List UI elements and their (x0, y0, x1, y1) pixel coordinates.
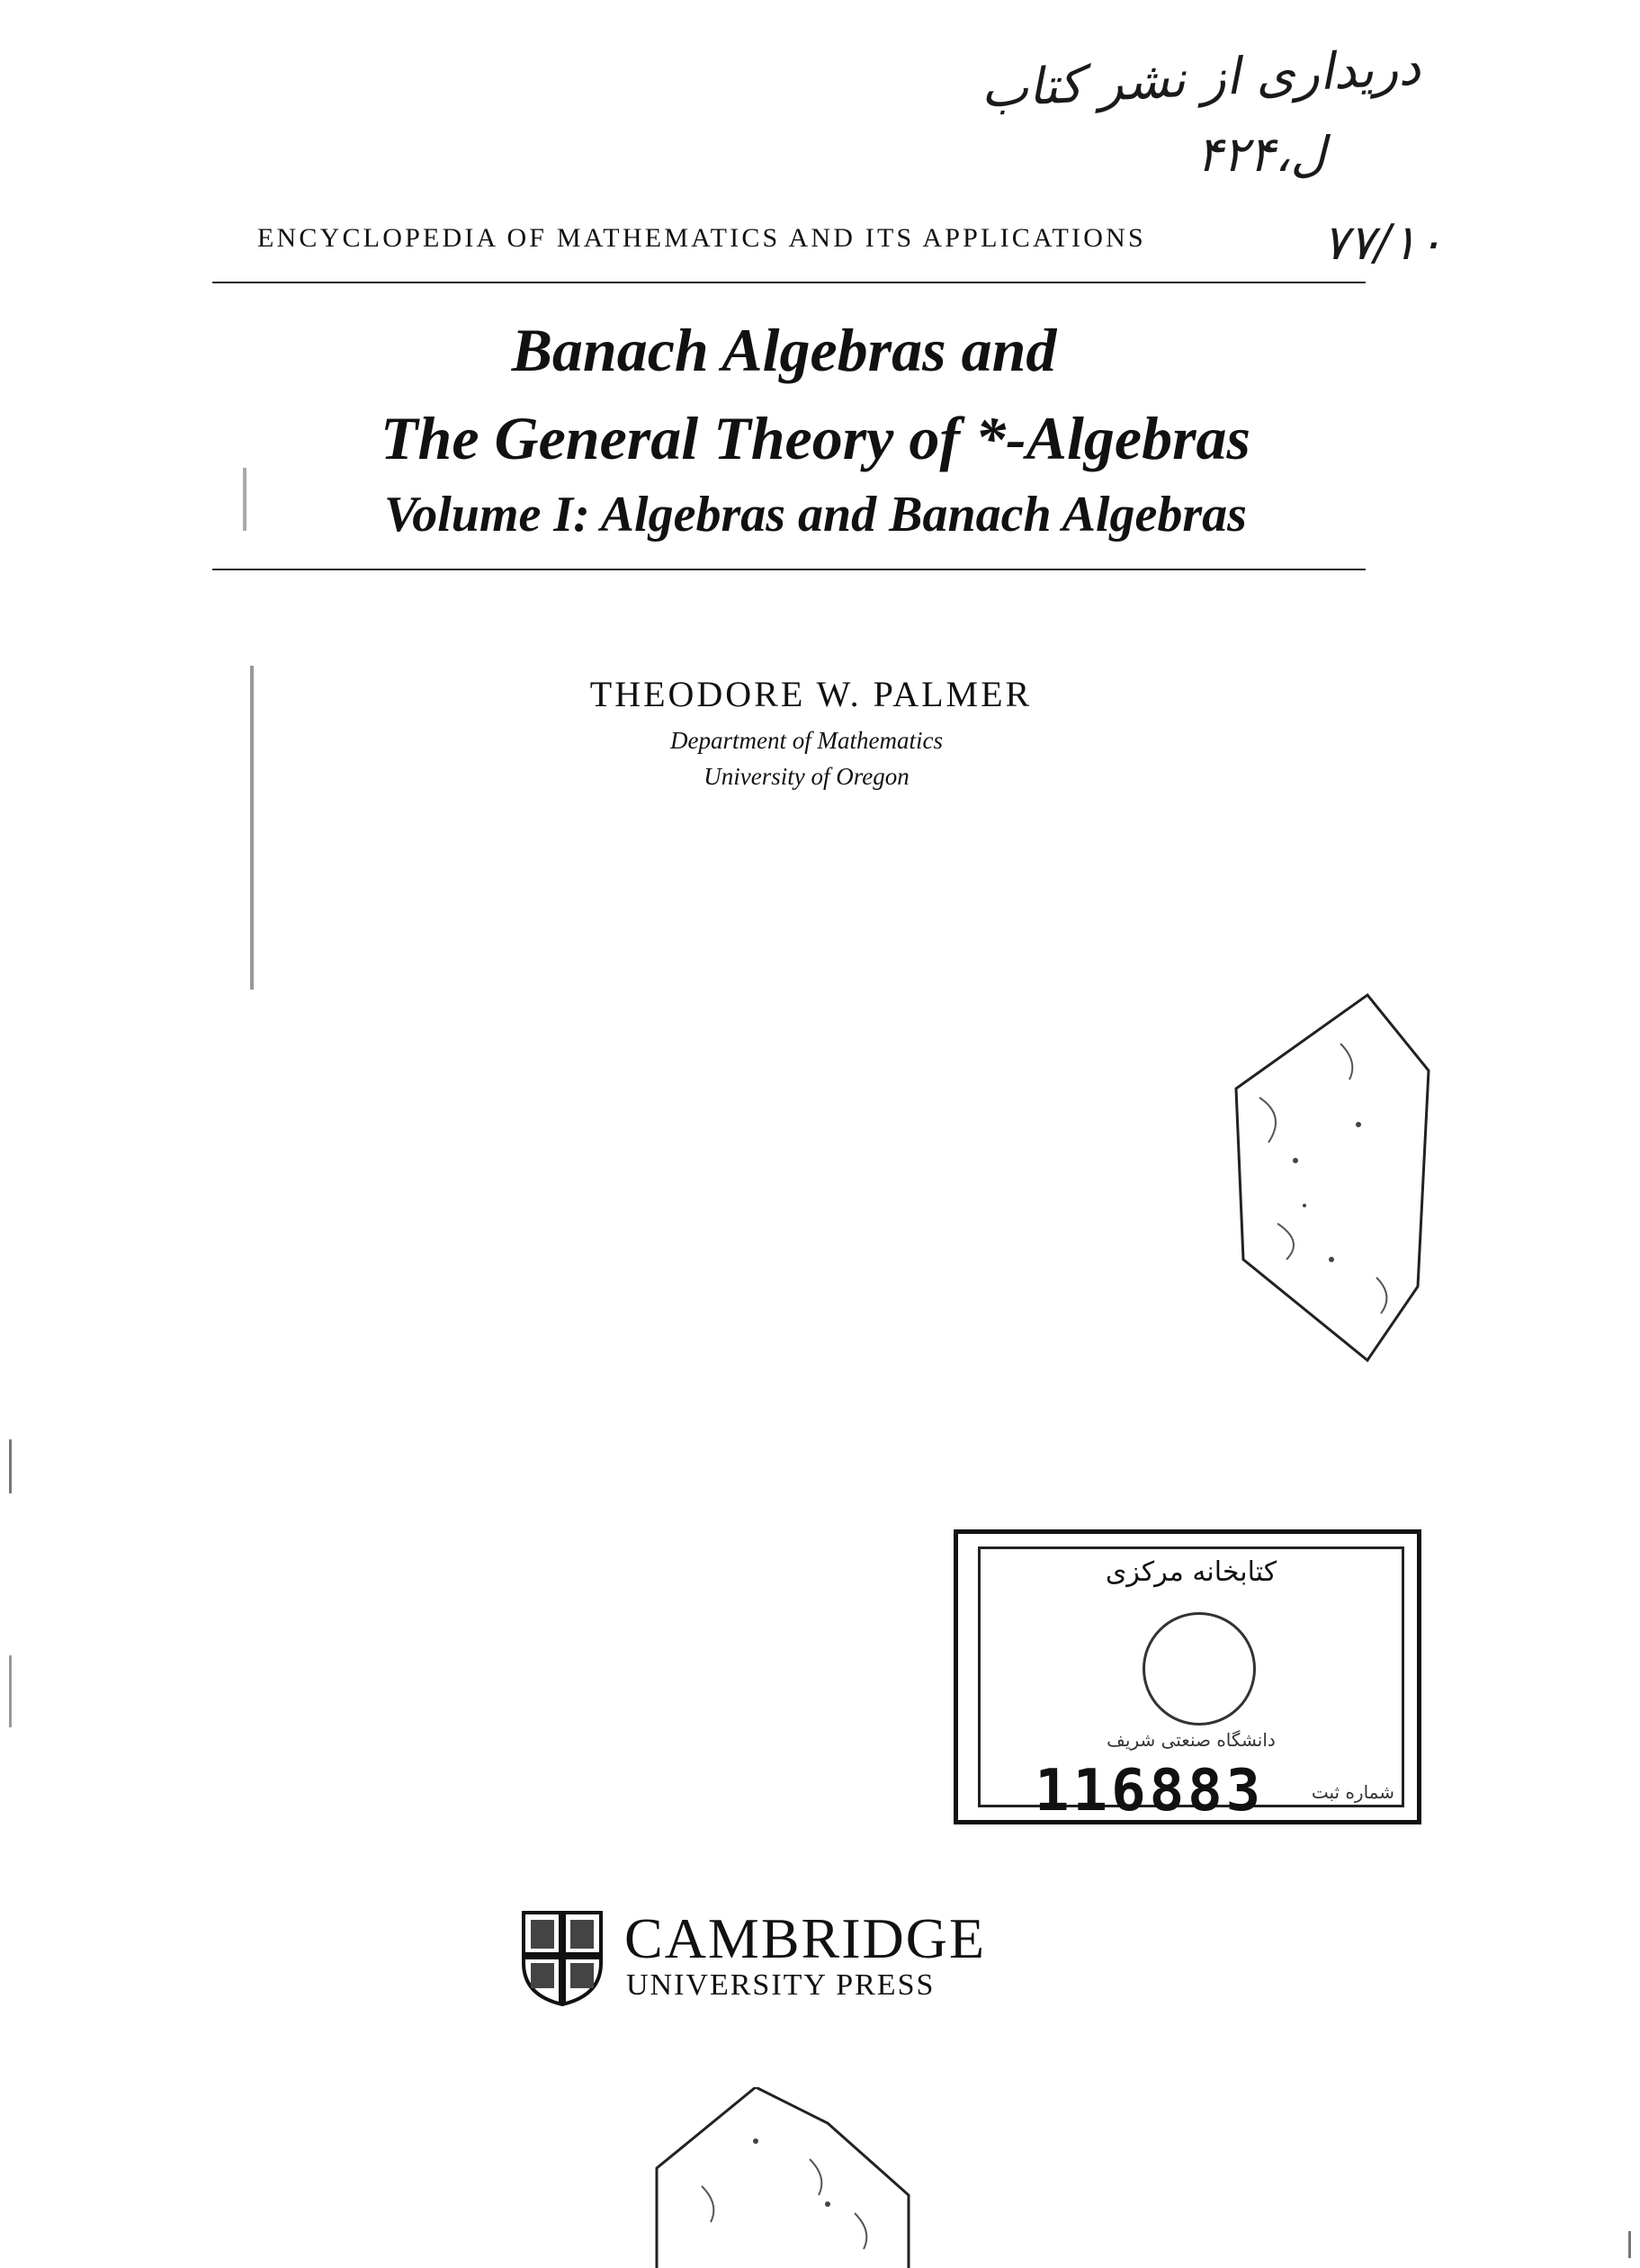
accession-number-label: شماره ثبت (1311, 1781, 1394, 1803)
library-stamp (954, 1529, 1421, 1824)
scan-edge-artifact (9, 1655, 12, 1727)
volume-title: Volume I: Algebras and Banach Algebras (384, 487, 1247, 542)
stamp-frame (978, 1546, 1404, 1824)
cambridge-shield-icon (520, 1909, 605, 2008)
accession-number: 116883 (1035, 1758, 1265, 1824)
handwritten-mark: ۷۷/۱۰ (1322, 214, 1444, 271)
handwritten-note: دریداری از نشر کتاب (979, 38, 1422, 120)
scan-edge-artifact (9, 1439, 12, 1493)
divider-bottom (212, 569, 1366, 570)
stamp-library-name: کتابخانه مرکزی (1105, 1556, 1277, 1588)
hexagonal-seal-stamp (1223, 990, 1430, 1367)
book-title-line-2: The General Theory of *-Algebras (380, 404, 1250, 472)
scan-edge-artifact (243, 468, 246, 531)
scan-edge-artifact (1628, 2231, 1631, 2258)
series-title: ENCYCLOPEDIA OF MATHEMATICS AND ITS APPLICATIONS (257, 223, 1146, 253)
stamp-institution: دانشگاه صنعتی شریف (1107, 1729, 1276, 1751)
publisher-subtitle: UNIVERSITY PRESS (626, 1968, 936, 2002)
scan-edge-artifact (250, 666, 254, 990)
author-university: University of Oregon (703, 763, 910, 790)
author-name: THEODORE W. PALMER (589, 674, 1033, 714)
divider-top (212, 282, 1366, 283)
book-title-line-1: Banach Algebras and (511, 316, 1057, 384)
hexagonal-seal-stamp-bottom (648, 2087, 918, 2268)
author-department: Department of Mathematics (670, 727, 943, 754)
publisher-name: CAMBRIDGE (624, 1906, 987, 1970)
handwritten-reference: ل،۴۲۴ (1196, 126, 1326, 183)
stamp-seal-icon (1143, 1612, 1256, 1726)
